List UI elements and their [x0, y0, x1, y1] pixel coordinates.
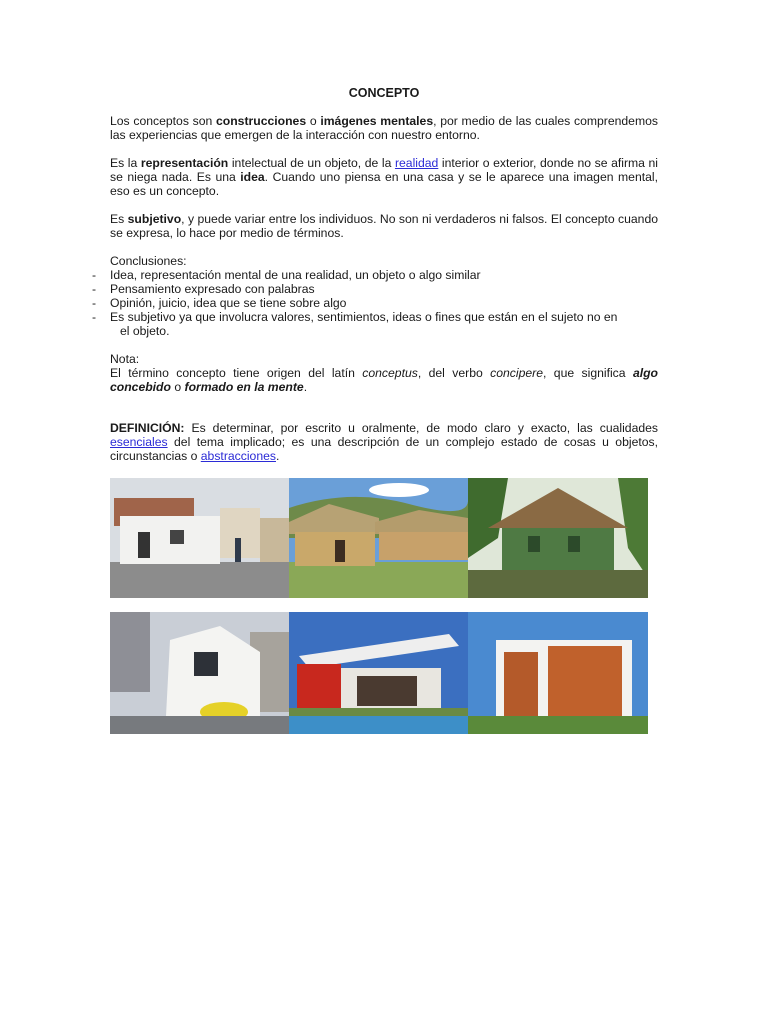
- text: , por medio de las cuales comprendemos las experiencias que emergen de la interacción con nuestro entorno.: [110, 114, 658, 142]
- text: Los conceptos son: [110, 114, 217, 128]
- link-esenciales[interactable]: esenciales: [110, 435, 168, 449]
- paragraph-representacion: [110, 156, 658, 198]
- text: interior o exterior, donde no se afirma ni se niega nada. Es una: [110, 156, 659, 184]
- bold-text: idea: [240, 170, 265, 184]
- text: .: [275, 449, 280, 463]
- paragraph-nota: [110, 366, 658, 394]
- list-item: - Pensamiento expresado con palabras: [92, 282, 658, 296]
- conclusiones-heading: Conclusiones:: [110, 254, 187, 268]
- paragraph-conceptos: [110, 114, 658, 142]
- list-item: - Es subjetivo ya que involucra valores, sentimientos, ideas o fines que están en el sujeto no en: [92, 310, 658, 324]
- bold-italic-text: algo concebido: [110, 366, 658, 394]
- bold-text: subjetivo: [127, 212, 182, 226]
- link-realidad[interactable]: realidad: [394, 156, 439, 170]
- photo-wood-facade-house: [468, 612, 648, 734]
- photo-modern-white-house: [110, 612, 289, 734]
- nota-heading: Nota:: [110, 352, 140, 366]
- photo-thatched-houses: [289, 478, 468, 598]
- list-item-continuation: el objeto.: [120, 324, 170, 338]
- list-item: - Opinión, juicio, idea que se tiene sobre algo: [92, 296, 658, 310]
- list-item: - Idea, representación mental de una realidad, un objeto o algo similar: [92, 268, 658, 282]
- definicion-label: DEFINICIÓN:: [110, 421, 185, 435]
- italic-text: concipere: [490, 366, 544, 380]
- paragraph-subjetivo: [110, 212, 658, 240]
- bold-text: imágenes mentales: [320, 114, 434, 128]
- text: , que significa: [543, 366, 633, 380]
- text: , y puede variar entre los individuos. No son ni verdaderos ni falsos. El concepto cuando se expresa, lo hace por medio de términos.: [110, 212, 659, 240]
- text: o: [170, 380, 185, 394]
- bold-italic-text: formado en la mente: [184, 380, 304, 394]
- text: . Cuando uno piensa en una casa y se le aparece una imagen mental, eso es un concepto.: [110, 170, 658, 198]
- text: El término concepto tiene origen del latín: [110, 366, 363, 380]
- conclusiones-list: [92, 268, 658, 338]
- text: .: [303, 380, 308, 394]
- page-title: CONCEPTO: [348, 86, 420, 100]
- bold-text: construcciones: [216, 114, 307, 128]
- text: del tema implicado; es una descripción de un complejo estado de cosas u objetos, circunstancias o: [110, 435, 658, 463]
- text: o: [306, 114, 321, 128]
- text: Es determinar, por escrito u oralmente, de modo claro y exacto, las cualidades: [184, 421, 658, 435]
- photo-jungle-hut: [468, 478, 648, 598]
- photo-modern-pool-house: [289, 612, 468, 734]
- text: Es la: [110, 156, 141, 170]
- photo-urban-house: [110, 478, 289, 598]
- link-abstracciones[interactable]: abstracciones: [200, 449, 276, 463]
- text: , del verbo: [417, 366, 491, 380]
- italic-text: conceptus: [362, 366, 418, 380]
- bold-text: representación: [140, 156, 229, 170]
- paragraph-definicion: [110, 421, 658, 463]
- text: intelectual de un objeto, de la: [228, 156, 395, 170]
- text: Es: [110, 212, 128, 226]
